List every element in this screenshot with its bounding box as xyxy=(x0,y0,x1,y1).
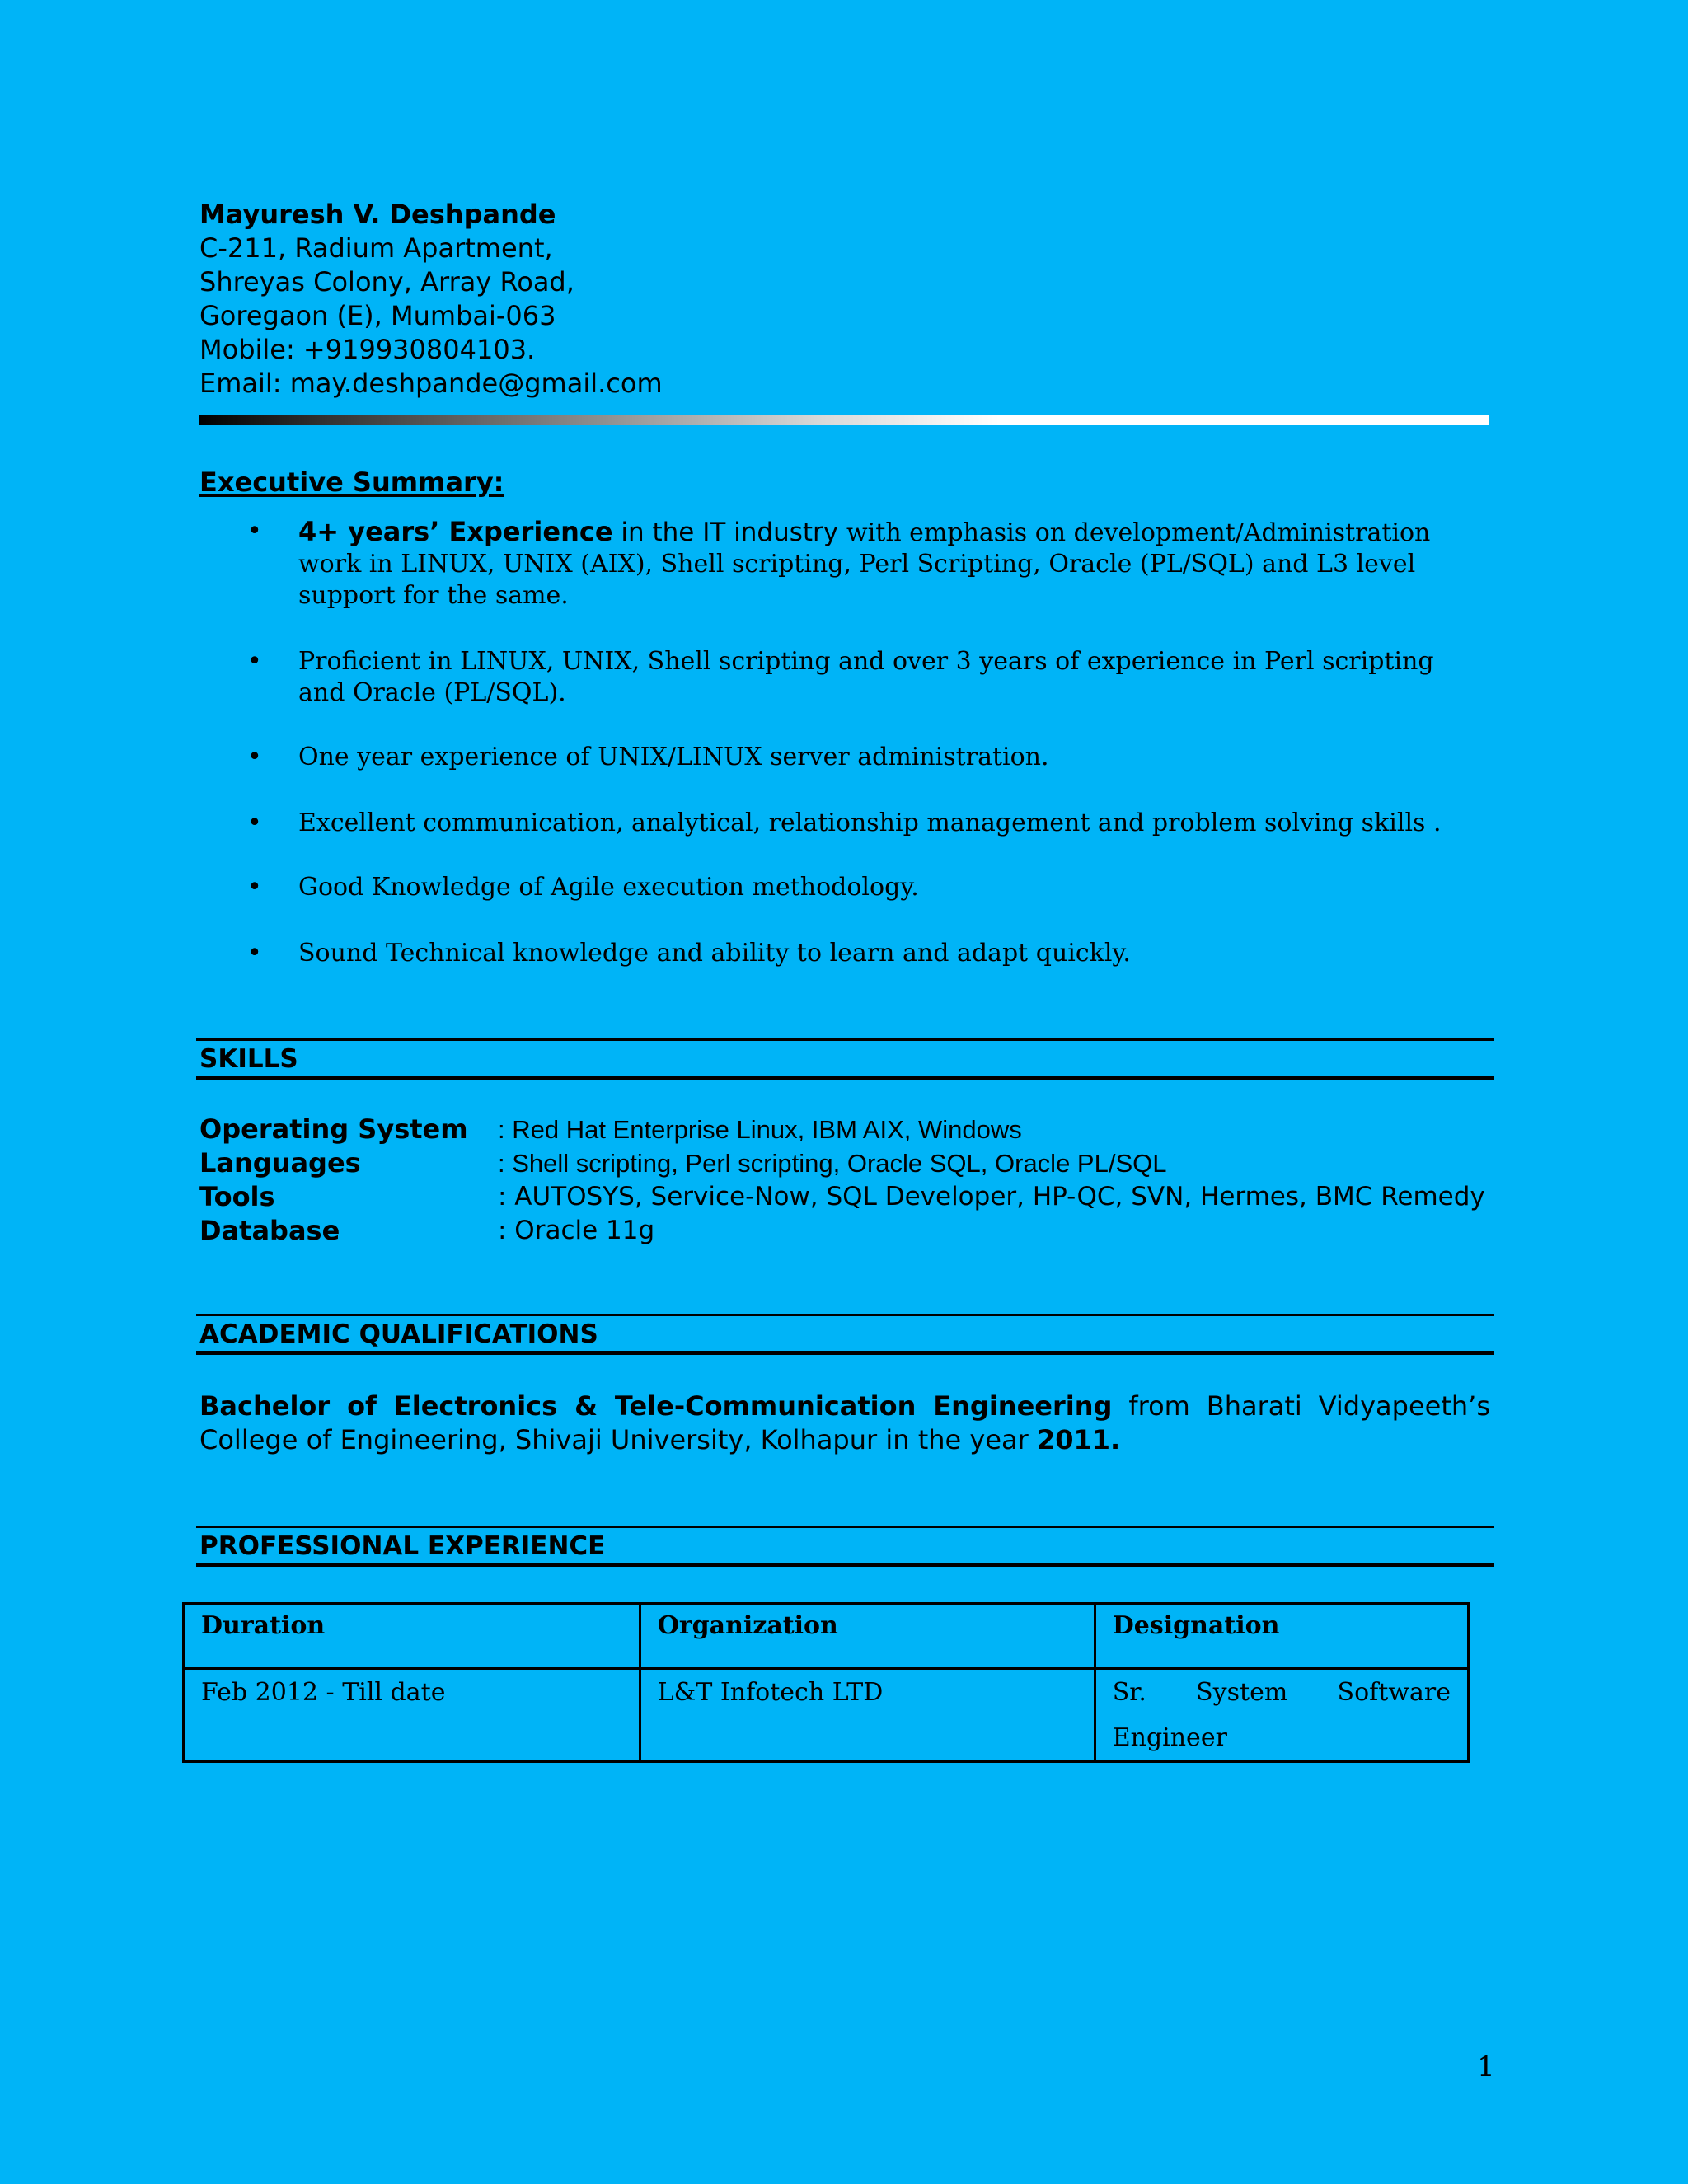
skill-value: : Oracle 11g xyxy=(498,1216,655,1245)
skill-value: : Red Hat Enterprise Linux, IBM AIX, Windows xyxy=(498,1115,1022,1144)
skill-label: Languages xyxy=(199,1147,361,1179)
page-number: 1 xyxy=(1477,2050,1495,2083)
summary-text: Excellent communication, analytical, relationship management and problem solving skills . xyxy=(298,808,1442,837)
skill-label: Operating System xyxy=(199,1113,468,1145)
skill-row-languages xyxy=(199,1146,1492,1180)
organization-cell: L&T Infotech LTD xyxy=(640,1669,1095,1762)
section-title: ACADEMIC QUALIFICATIONS xyxy=(199,1319,598,1349)
skill-value: : AUTOSYS, Service-Now, SQL Developer, HP-QC, SVN, Hermes, BMC Remedy xyxy=(498,1182,1485,1212)
degree-name: Bachelor of Electronics & Tele-Communication Engineering xyxy=(199,1390,1113,1422)
list-item xyxy=(247,872,1475,903)
column-header-organization: Organization xyxy=(640,1604,1095,1669)
institution-text: from Bharati Vidyapeeth’s College of Engineering, Shivaji University, Kolhapur in the year xyxy=(199,1390,1490,1455)
summary-text: One year experience of UNIX/LINUX server administration. xyxy=(298,743,1049,771)
skill-row-tools xyxy=(199,1180,1492,1214)
bullet-icon: • xyxy=(247,873,262,902)
summary-text: with emphasis on development/Administration work in LINUX, UNIX (AIX), Shell scripting, Perl Scripting, Oracle (PL/SQL) and L3 level support for the same. xyxy=(298,518,1431,610)
bullet-icon: • xyxy=(247,743,262,771)
mobile-number: Mobile: +919930804103. xyxy=(199,334,536,365)
designation-cell: Sr. System Software Engineer xyxy=(1095,1669,1468,1762)
bullet-icon: • xyxy=(247,517,262,546)
executive-summary-list xyxy=(247,516,1475,969)
skills-table xyxy=(199,1113,1492,1248)
address-line: Shreyas Colony, Array Road, xyxy=(199,266,574,298)
section-title: SKILLS xyxy=(199,1044,298,1074)
list-item xyxy=(247,808,1475,839)
academic-qualification-text xyxy=(199,1390,1490,1457)
experience-table xyxy=(182,1602,1470,1763)
executive-summary-heading: Executive Summary: xyxy=(199,466,504,498)
address-line: C-211, Radium Apartment, xyxy=(199,232,553,264)
list-item xyxy=(247,516,1475,612)
summary-text: Good Knowledge of Agile execution methodology. xyxy=(298,873,919,902)
column-header-designation: Designation xyxy=(1095,1604,1468,1669)
column-header-duration: Duration xyxy=(184,1604,640,1669)
list-item xyxy=(247,938,1475,969)
skills-section-header xyxy=(196,1038,1494,1080)
skill-row-database xyxy=(199,1214,1492,1248)
list-item xyxy=(247,646,1475,709)
summary-text: Proficient in LINUX, UNIX, Shell scripting and over 3 years of experience in Perl scripting and Oracle (PL/SQL). xyxy=(298,647,1434,707)
bullet-icon: • xyxy=(247,647,262,676)
email-address: Email: may.deshpande@gmail.com xyxy=(199,368,663,399)
experience-highlight: 4+ years’ Experience xyxy=(298,516,613,547)
duration-cell: Feb 2012 - Till date xyxy=(184,1669,640,1762)
skill-value: : Shell scripting, Perl scripting, Oracle SQL, Oracle PL/SQL xyxy=(498,1149,1167,1178)
graduation-year: 2011. xyxy=(1036,1424,1121,1455)
skill-label: Database xyxy=(199,1215,340,1246)
academic-section-header xyxy=(196,1314,1494,1355)
contact-header xyxy=(199,198,663,401)
header-divider xyxy=(199,415,1489,425)
industry-phrase: in the IT industry xyxy=(612,518,846,547)
bullet-icon: • xyxy=(247,939,262,968)
skill-label: Tools xyxy=(199,1181,275,1212)
candidate-name: Mayuresh V. Deshpande xyxy=(199,199,556,230)
list-item xyxy=(247,742,1475,773)
table-header-row xyxy=(184,1604,1469,1669)
bullet-icon: • xyxy=(247,808,262,837)
address-line: Goregaon (E), Mumbai-063 xyxy=(199,300,556,331)
skill-row-os xyxy=(199,1113,1492,1146)
experience-section-header xyxy=(196,1526,1494,1567)
section-title: PROFESSIONAL EXPERIENCE xyxy=(199,1531,606,1561)
summary-text: Sound Technical knowledge and ability to learn and adapt quickly. xyxy=(298,939,1131,968)
table-row xyxy=(184,1669,1469,1762)
